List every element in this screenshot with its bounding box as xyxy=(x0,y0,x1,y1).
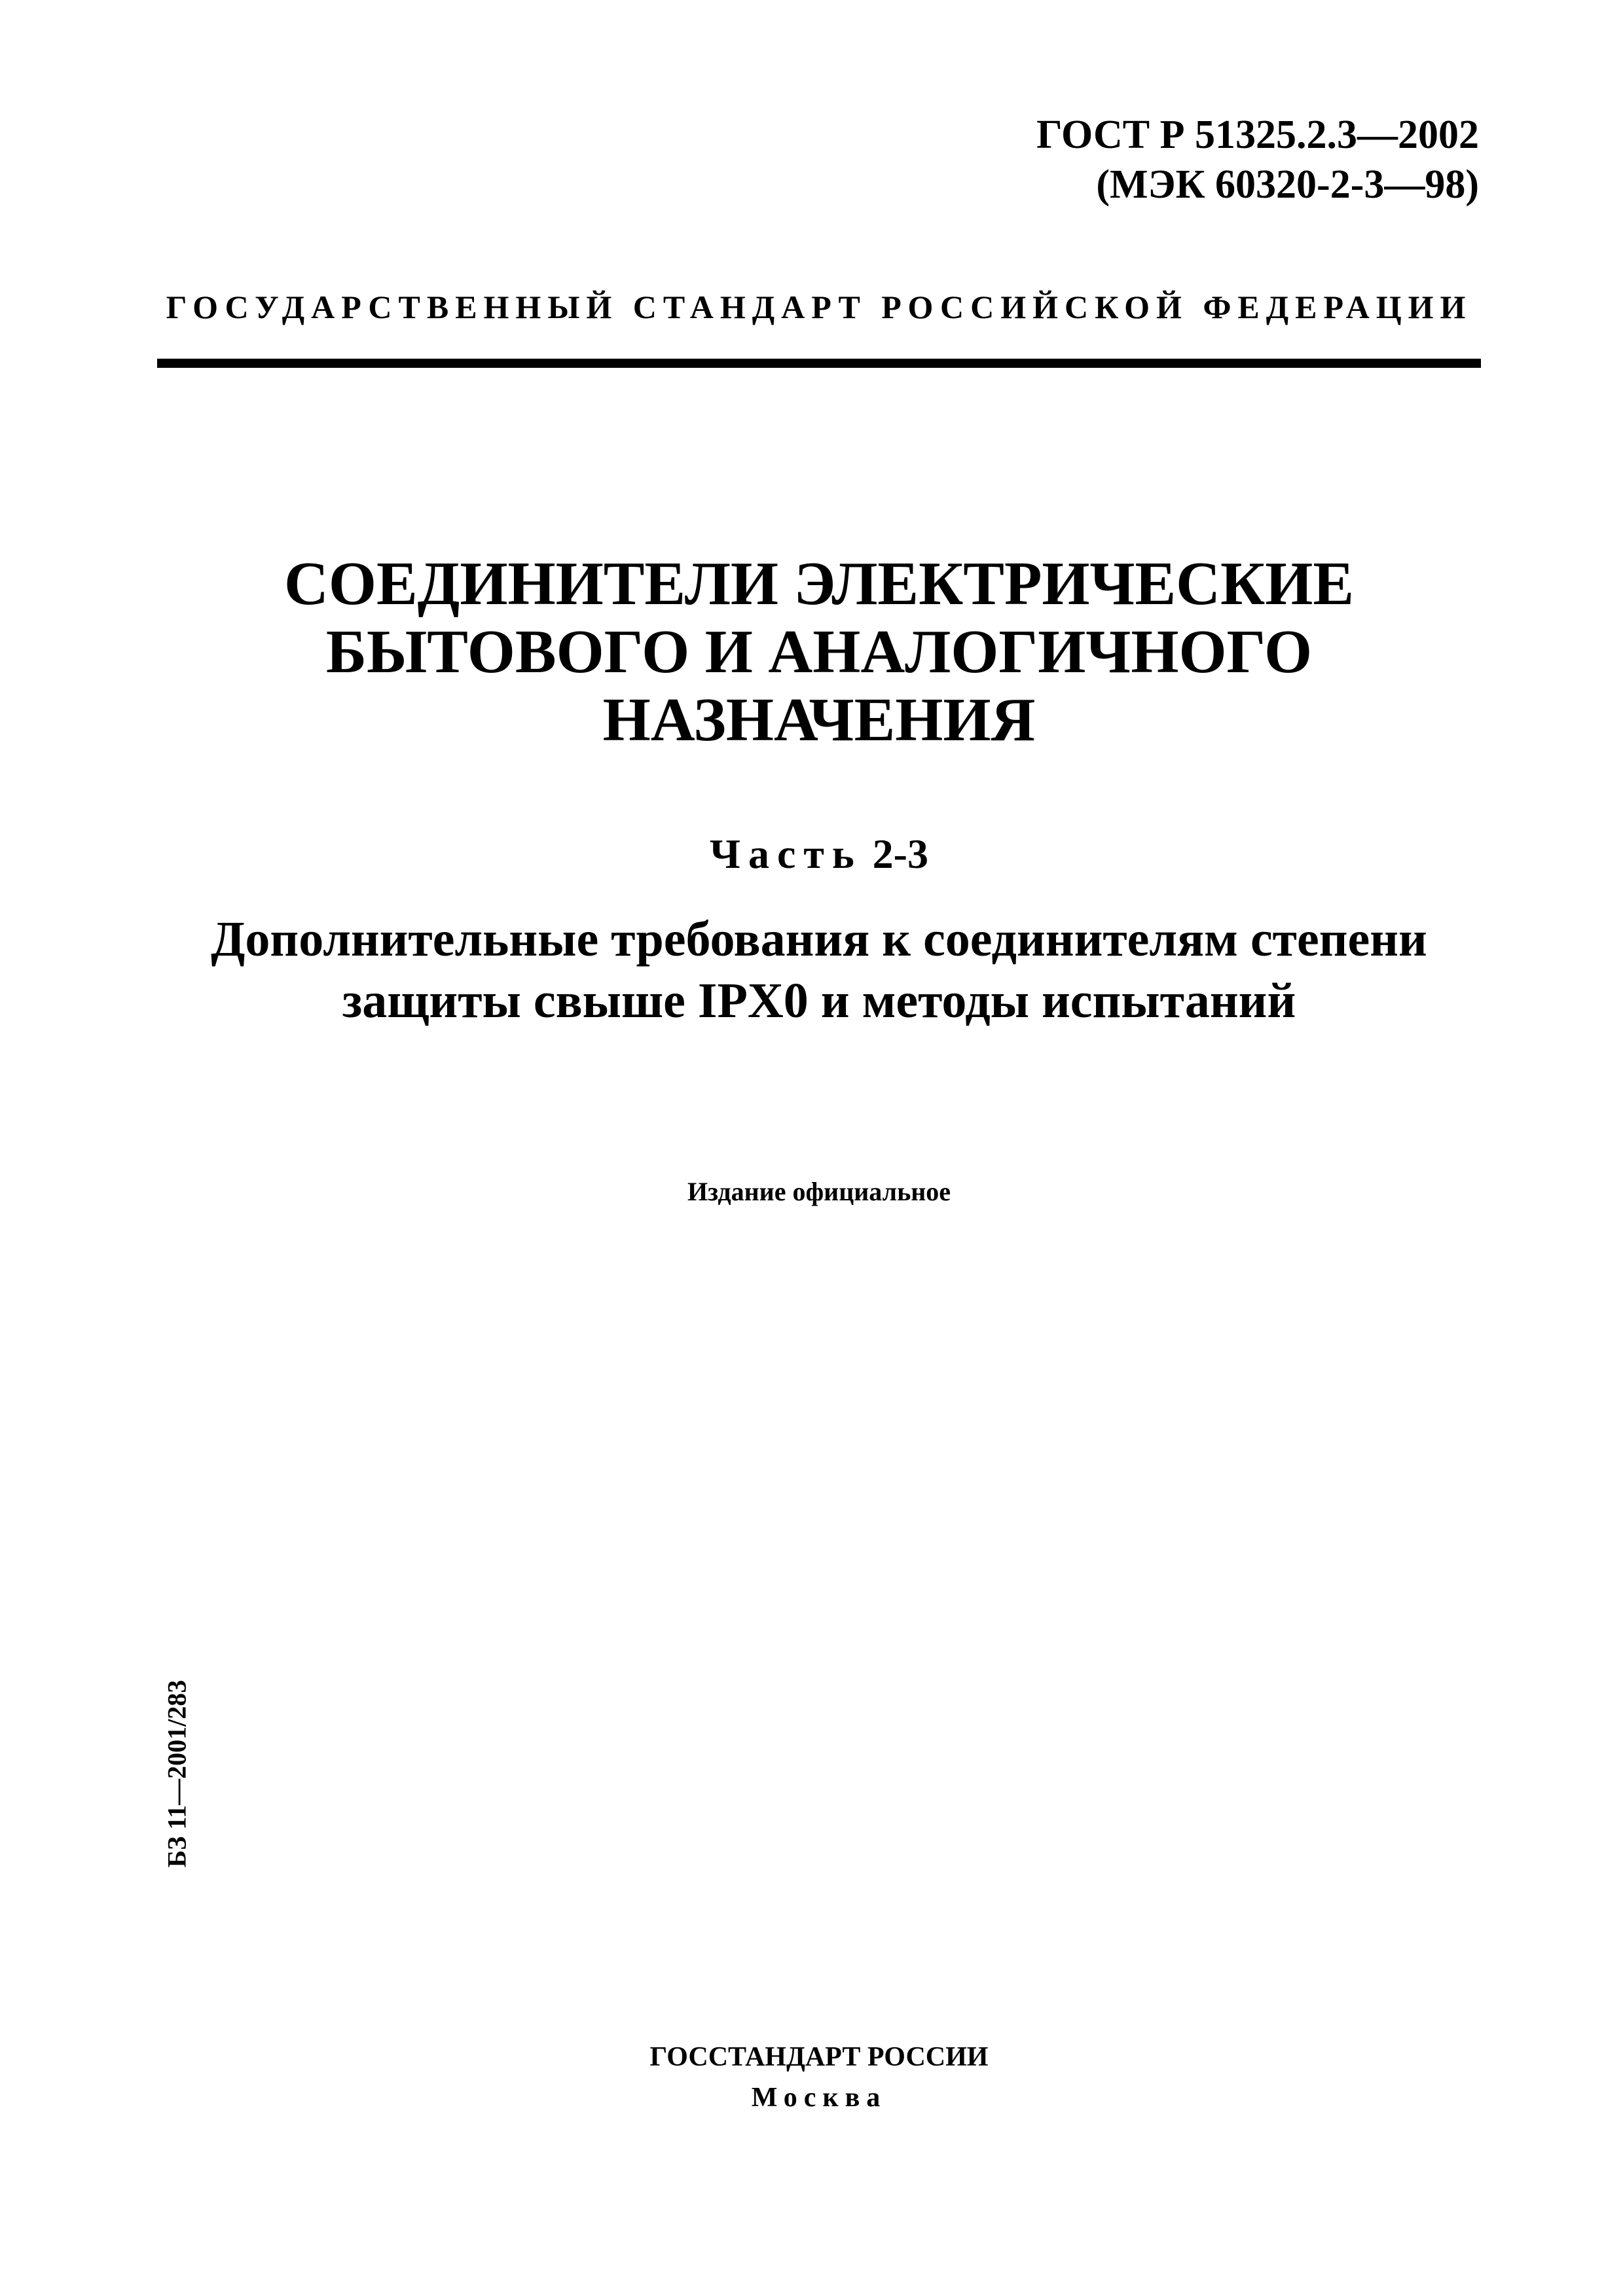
publisher-block xyxy=(157,2037,1481,2118)
standard-type-heading: ГОСУДАРСТВЕННЫЙ СТАНДАРТ РОССИЙСКОЙ ФЕДЕРАЦИИ xyxy=(166,289,1472,325)
title-line-3: НАЗНАЧЕНИЯ xyxy=(602,686,1036,754)
subtitle-line-1: Дополнительные требования к соединителям степени xyxy=(211,912,1427,967)
subtitle-line-2: защиты свыше IPX0 и методы испытаний xyxy=(342,973,1296,1028)
part-heading xyxy=(157,830,1481,878)
standard-designation-block xyxy=(1036,110,1479,209)
document-subtitle xyxy=(157,908,1481,1031)
standard-designation: ГОСТ Р 51325.2.3—2002 xyxy=(1036,113,1479,157)
title-line-1: СОЕДИНИТЕЛИ ЭЛЕКТРИЧЕСКИЕ xyxy=(283,550,1355,618)
edition-note: Издание официальное xyxy=(687,1177,951,1206)
iec-reference: (МЭК 60320-2-3—98) xyxy=(1096,162,1479,207)
publisher-name: ГОССТАНДАРТ РОССИИ xyxy=(649,2042,989,2072)
publisher-city: Москва xyxy=(751,2083,887,2113)
part-number: 2-3 xyxy=(872,831,928,877)
part-word: Часть xyxy=(710,831,862,877)
side-catalog-code: БЗ 11—2001/283 xyxy=(162,1679,192,1868)
title-line-2: БЫТОВОГО И АНАЛОГИЧНОГО xyxy=(325,618,1313,686)
horizontal-rule xyxy=(157,359,1481,368)
document-title xyxy=(157,550,1481,754)
